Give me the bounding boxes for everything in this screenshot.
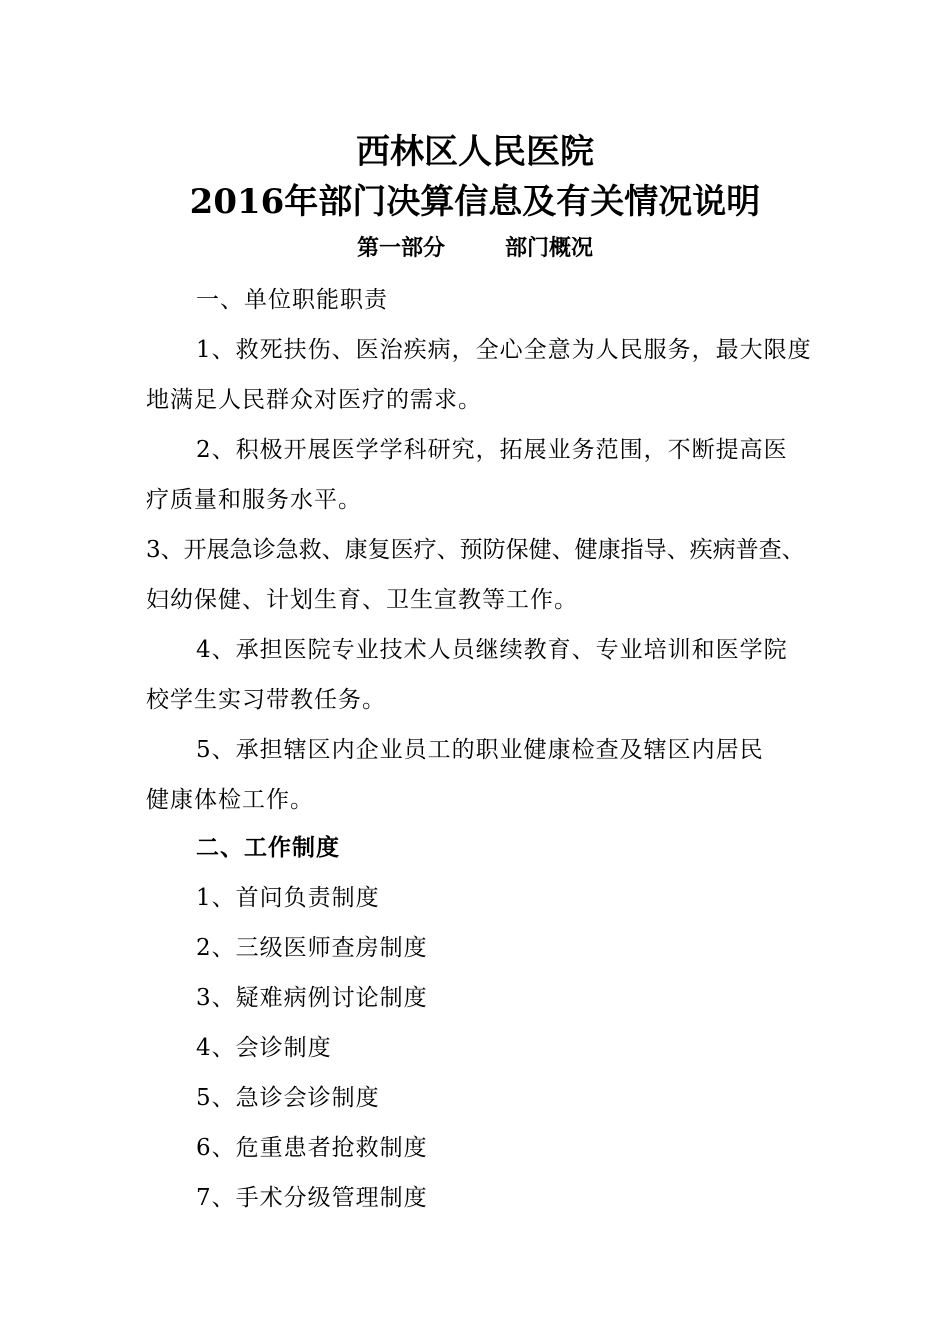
duty3-line1: 3、开展急诊急救、康复医疗、预防保健、健康指导、疾病普查、 (146, 537, 805, 563)
duty1-line1: 1、救死扶伤、医治疾病，全心全意为人民服务，最大限度 (196, 337, 812, 363)
system-item: 2、三级医师查房制度 (196, 935, 428, 961)
system-item: 3、疑难病例讨论制度 (196, 985, 428, 1011)
title-hospital-name: 西林区人民医院 (356, 132, 594, 172)
duty4-line1: 4、承担医院专业技术人员继续教育、专业培训和医学院 (196, 637, 788, 663)
duty3-line2: 妇幼保健、计划生育、卫生宣教等工作。 (146, 587, 578, 613)
title-report-name: 2016年部门决算信息及有关情况说明 (189, 182, 761, 222)
system-item: 4、会诊制度 (196, 1035, 332, 1061)
duty5-line2: 健康体检工作。 (146, 787, 314, 813)
duty4-line2: 校学生实习带教任务。 (146, 687, 386, 713)
duty1-line2: 地满足人民群众对医疗的需求。 (146, 387, 482, 413)
duty5-line1: 5、承担辖区内企业员工的职业健康检查及辖区内居民 (196, 737, 764, 763)
system-item: 1、首问负责制度 (196, 885, 380, 911)
section1-heading: 一、单位职能职责 (196, 287, 388, 313)
system-item: 6、危重患者抢救制度 (196, 1135, 428, 1161)
system-item: 7、手术分级管理制度 (196, 1185, 428, 1211)
part-label: 第一部分 (356, 235, 445, 261)
part-title: 部门概况 (505, 235, 594, 261)
duty2-line1: 2、积极开展医学学科研究，拓展业务范围，不断提高医 (196, 437, 788, 463)
system-item: 5、急诊会诊制度 (196, 1085, 380, 1111)
section2-heading: 二、工作制度 (196, 834, 340, 861)
part-heading (0, 232, 950, 264)
duty2-line2: 疗质量和服务水平。 (146, 487, 362, 513)
